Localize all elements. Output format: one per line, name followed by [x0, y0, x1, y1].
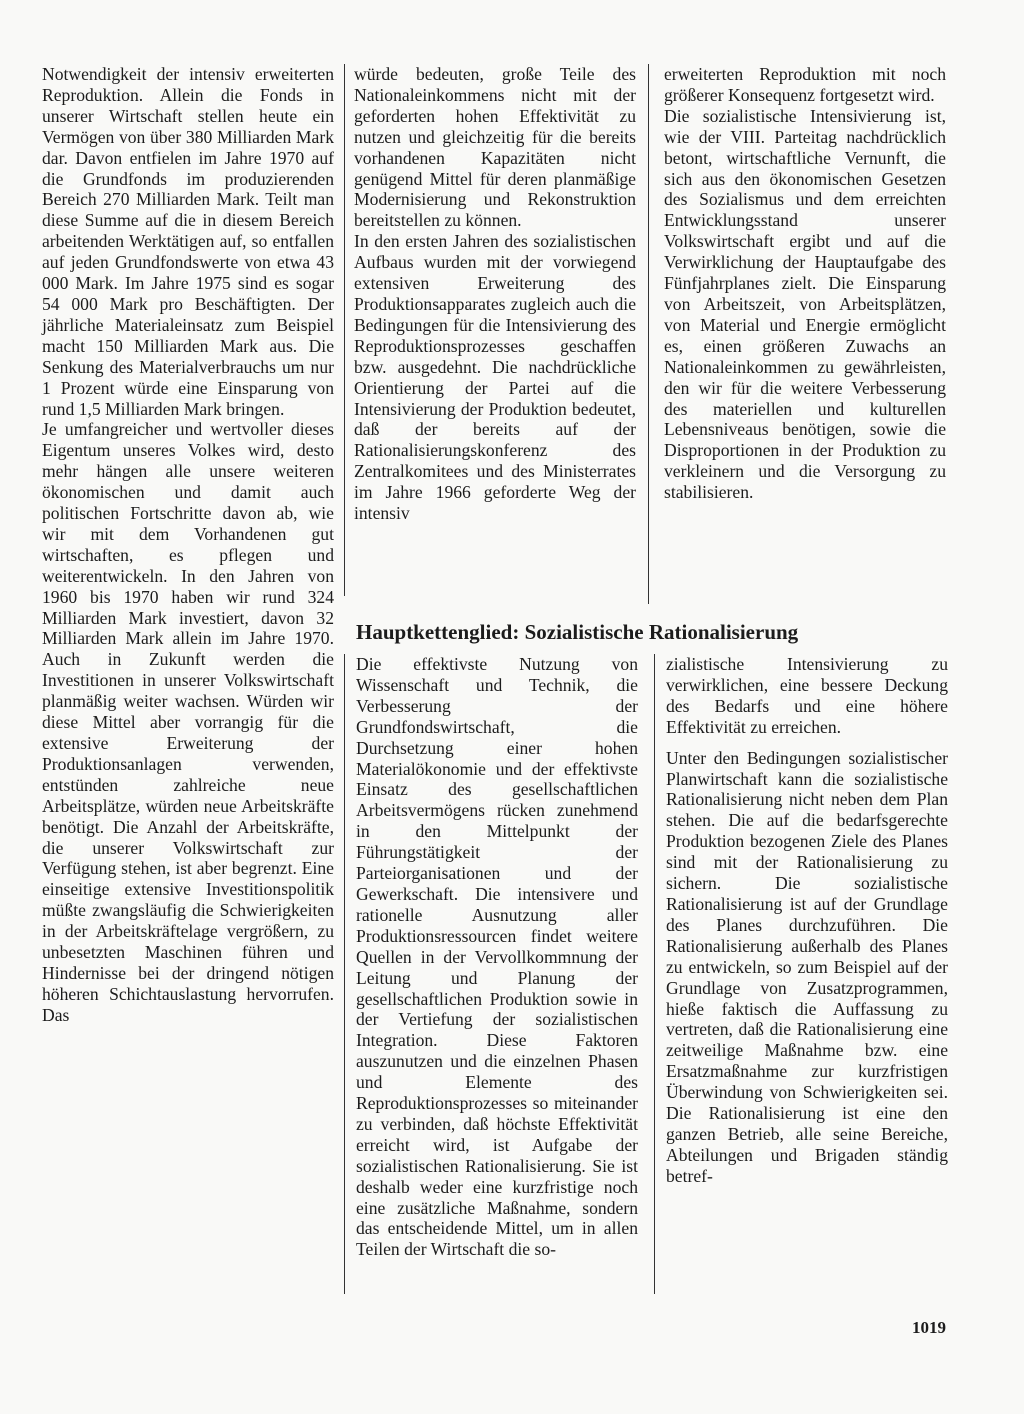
column-divider [344, 654, 345, 1294]
text-column-5 [666, 654, 948, 1187]
paragraph: Notwendigkeit der intensiv erweiterten Reproduktion. Allein die Fonds in unserer Wirtschaft stellen heute ein Vermögen von über 380 Milliarden Mark dar. Davon entfielen im Jahre 1970 auf die Grundfonds im produzierenden Bereich 270 Milliarden Mark. Teilt man diese Summe auf die in diesem Bereich arbeitenden Werktätigen auf, so entfallen auf jeden Grundfondswerte von etwa 43 000 Mark. Im Jahre 1975 sind es sogar 54 000 Mark pro Beschäftigten. Der jährliche Materialeinsatz zum Beispiel macht 150 Milliarden Mark aus. Die Senkung des Materialverbrauchs um nur 1 Prozent würde eine Einsparung von rund 1,5 Milliarden Mark bringen. [42, 64, 334, 419]
paragraph: Die sozialistische Intensivierung ist, wie der VIII. Parteitag nachdrücklich betont, wirtschaftliche Vernunft, die sich aus den ökonomischen Gesetzen des Sozialismus und dem erreichten Entwicklungsstand unserer Volkswirtschaft ergibt und auf die Verwirklichung der Hauptaufgabe des Fünfjahrplanes zielt. Die Einsparung von Arbeitszeit, von Arbeitsplätzen, von Material und Energie ermöglicht es, einen größeren Zuwachs an Nationaleinkommen zu gewährleisten, den wir für die weitere Verbesserung des materiellen und kulturellen Lebensniveaus benötigen, sowie die Disproportionen in der Produktion zu verkleinern und die Versorgung zu stabilisieren. [664, 105, 946, 503]
text-column-3 [664, 64, 946, 503]
paragraph: erweiterten Reproduktion mit noch größerer Konsequenz fortgesetzt wird. [664, 64, 946, 105]
page-number: 1019 [912, 1318, 946, 1337]
paragraph: Die effektivste Nutzung von Wissenschaft und Technik, die Verbesserung der Grundfondswirtschaft, die Durchsetzung einer hohen Materialökonomie und der effektivste Einsatz des gesellschaftlichen Arbeitsvermögens rücken zunehmend in den Mittelpunkt der Führungstätigkeit der Parteiorganisationen und der Gewerkschaft. Die intensivere und rationelle Ausnutzung aller Produktionsressourcen findet weitere Quellen in der Vervollkommnung der Leitung und Planung der gesellschaftlichen Produktion sowie in der Vertiefung der sozialistischen Integration. Diese Faktoren auszunutzen und die einzelnen Phasen und Elemente des Reproduktionsprozesses so miteinander zu verbinden, daß höchste Effektivität erreicht wird, ist Aufgabe der sozialistischen Rationalisierung. Sie ist deshalb weder eine kurzfristige noch eine zusätzliche Maßnahme, sondern das entscheidende Mittel, um in allen Teilen der Wirtschaft die so- [356, 654, 638, 1260]
section-heading: Hauptkettenglied: Sozialistische Rationalisierung [356, 620, 799, 644]
paragraph: Je umfangreicher und wertvoller dieses Eigentum unseres Volkes wird, desto mehr hängen alle unsere weiteren ökonomischen und damit auch politischen Fortschritte davon ab, wie wir mit dem Vorhandenen gut wirtschaften, es pflegen und weiterentwickeln. In den Jahren von 1960 bis 1970 haben wir rund 324 Milliarden Mark investiert, davon 32 Milliarden Mark allein im Jahre 1970. Auch in Zukunft werden die Investitionen in unserer Volkswirtschaft planmäßig weiter wachsen. Würden wir diese Mittel aber vorrangig für die extensive Erweiterung der Produktionsanlagen verwenden, entstünden zahlreiche neue Arbeitsplätze, würden neue Arbeitskräfte benötigt. Die Anzahl der Arbeitskräfte, die unserer Volkswirtschaft zur Verfügung stehen, ist aber begrenzt. Eine einseitige extensive Investitionspolitik müßte zwangsläufig die Schwierigkeiten in der Arbeitskräftelage vergrößern, zu unbesetzten Maschinen führen und Hindernisse bei der dringend nötigen höheren Schichtauslastung hervorrufen. Das [42, 419, 334, 1025]
column-divider [344, 64, 345, 596]
text-column-4 [356, 654, 638, 1260]
paragraph: würde bedeuten, große Teile des Nationaleinkommens nicht mit der geforderten hohen Effektivität zu nutzen und gleichzeitig für die bereits vorhandenen Kapazitäten nicht genügend Mittel für deren planmäßige Modernisierung und Rekonstruktion bereitstellen zu können. [354, 64, 636, 231]
text-column-1 [42, 64, 334, 1026]
paragraph: In den ersten Jahren des sozialistischen Aufbaus wurden mit der vorwiegend extensiven Erweiterung des Produktionsapparates zugleich auch die Bedingungen für die Intensivierung des Reproduktionsprozesses geschaffen bzw. ausgedehnt. Die nachdrückliche Orientierung der Partei auf die Intensivierung der Produktion bedeutet, daß der bereits auf der Rationalisierungskonferenz des Zentralkomitees und des Ministerrates im Jahre 1966 geforderte Weg der intensiv [354, 231, 636, 524]
paragraph: zialistische Intensivierung zu verwirklichen, eine bessere Deckung des Bedarfs und eine höhere Effektivität zu erreichen. [666, 654, 948, 737]
column-divider [648, 64, 649, 604]
text-column-2 [354, 64, 636, 524]
paragraph: Unter den Bedingungen sozialistischer Planwirtschaft kann die sozialistische Rationalisierung nicht neben dem Plan stehen. Die auf die bedarfsgerechte Produktion bezogenen Ziele des Planes sind mit der Rationalisierung zu sichern. Die sozialistische Rationalisierung ist auf der Grundlage des Planes durchzuführen. Die Rationalisierung außerhalb des Planes zu entwickeln, so zum Beispiel auf der Grundlage von Zusatzprogrammen, hieße faktisch die Auffassung zu vertreten, daß die Rationalisierung eine zeitweilige Maßnahme bzw. eine Ersatzmaßnahme zur kurzfristigen Überwindung von Schwierigkeiten sei. Die Rationalisierung ist eine den ganzen Betrieb, alle seine Bereiche, Abteilungen und Brigaden ständig betref- [666, 747, 948, 1186]
column-divider [654, 654, 655, 1294]
